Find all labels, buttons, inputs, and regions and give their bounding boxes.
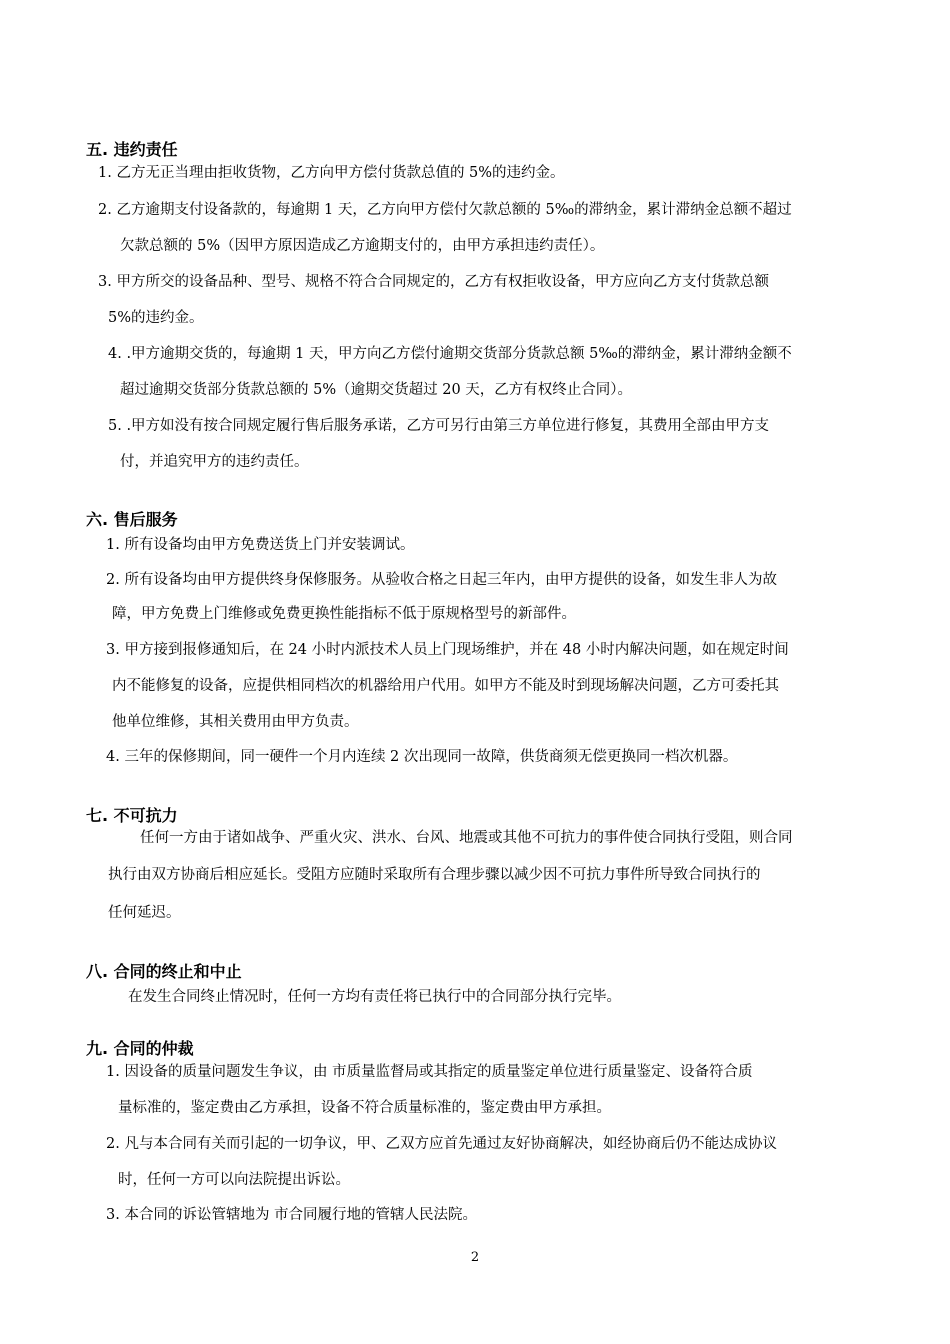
clause-line: 2. 乙方逾期支付设备款的，每逾期 1 天，乙方向甲方偿付欠款总额的 5‰的滞纳金，累计滞纳金总额不超过: [98, 202, 792, 218]
clause-line: 在发生合同终止情况时，任何一方均有责任将已执行中的合同部分执行完毕。: [128, 989, 621, 1005]
clause-line: 任何一方由于诸如战争、严重火灾、洪水、台风、地震或其他不可抗力的事件使合同执行受阻，则合同: [140, 830, 793, 846]
clause-line: 2. 所有设备均由甲方提供终身保修服务。从验收合格之日起三年内，由甲方提供的设备，如发生非人为故: [106, 572, 777, 588]
page-number: 2: [470, 1250, 480, 1265]
clause-line: 4. 三年的保修期间，同一硬件一个月内连续 2 次出现同一故障，供货商须无偿更换同一档次机器。: [106, 749, 738, 765]
clause-line: 付，并追究甲方的违约责任。: [120, 454, 309, 470]
clause-line: 内不能修复的设备，应提供相同档次的机器给用户代用。如甲方不能及时到现场解决问题，乙方可委托其: [112, 678, 779, 694]
clause-line: 执行由双方协商后相应延长。受阻方应随时采取所有合理步骤以减少因不可抗力事件所导致合同执行的: [108, 867, 761, 883]
clause-line: 3. 甲方所交的设备品种、型号、规格不符合合同规定的，乙方有权拒收设备，甲方应向乙方支付货款总额: [98, 274, 769, 290]
clause-line: 他单位维修，其相关费用由甲方负责。: [112, 714, 359, 730]
clause-line: 任何延迟。: [108, 905, 181, 921]
section-heading-arbitration: 九. 合同的仲裁: [86, 1039, 194, 1058]
clause-line: 1. 因设备的质量问题发生争议，由 市质量监督局或其指定的质量鉴定单位进行质量鉴定、设备符合质: [106, 1064, 753, 1080]
clause-line: 1. 乙方无正当理由拒收货物，乙方向甲方偿付货款总值的 5%的违约金。: [98, 165, 565, 181]
clause-line: 时，任何一方可以向法院提出诉讼。: [118, 1172, 350, 1188]
clause-line: 超过逾期交货部分货款总额的 5%（逾期交货超过 20 天，乙方有权终止合同）。: [120, 382, 633, 398]
section-heading-force-majeure: 七. 不可抗力: [86, 806, 178, 825]
section-heading-termination: 八. 合同的终止和中止: [86, 962, 242, 981]
clause-line: 欠款总额的 5%（因甲方原因造成乙方逾期支付的，由甲方承担违约责任）。: [120, 238, 605, 254]
section-heading-breach: 五. 违约责任: [86, 140, 178, 159]
section-heading-after-sales: 六. 售后服务: [86, 510, 178, 529]
clause-line: 3. 本合同的诉讼管辖地为 市合同履行地的管辖人民法院。: [106, 1207, 478, 1223]
clause-line: 5%的违约金。: [108, 310, 204, 326]
clause-line: 1. 所有设备均由甲方免费送货上门并安装调试。: [106, 537, 415, 553]
clause-line: 3. 甲方接到报修通知后，在 24 小时内派技术人员上门现场维护，并在 48 小时内解决问题，如在规定时间: [106, 642, 789, 658]
clause-line: 障，甲方免费上门维修或免费更换性能指标不低于原规格型号的新部件。: [112, 606, 576, 622]
clause-line: 5. .甲方如没有按合同规定履行售后服务承诺，乙方可另行由第三方单位进行修复，其费用全部由甲方支: [108, 418, 770, 434]
clause-line: 量标准的，鉴定费由乙方承担，设备不符合质量标准的，鉴定费由甲方承担。: [118, 1100, 611, 1116]
clause-line: 2. 凡与本合同有关而引起的一切争议，甲、乙双方应首先通过友好协商解决，如经协商后仍不能达成协议: [106, 1136, 777, 1152]
clause-line: 4. .甲方逾期交货的，每逾期 1 天，甲方向乙方偿付逾期交货部分货款总额 5‰的滞纳金，累计滞纳金额不: [108, 346, 792, 362]
